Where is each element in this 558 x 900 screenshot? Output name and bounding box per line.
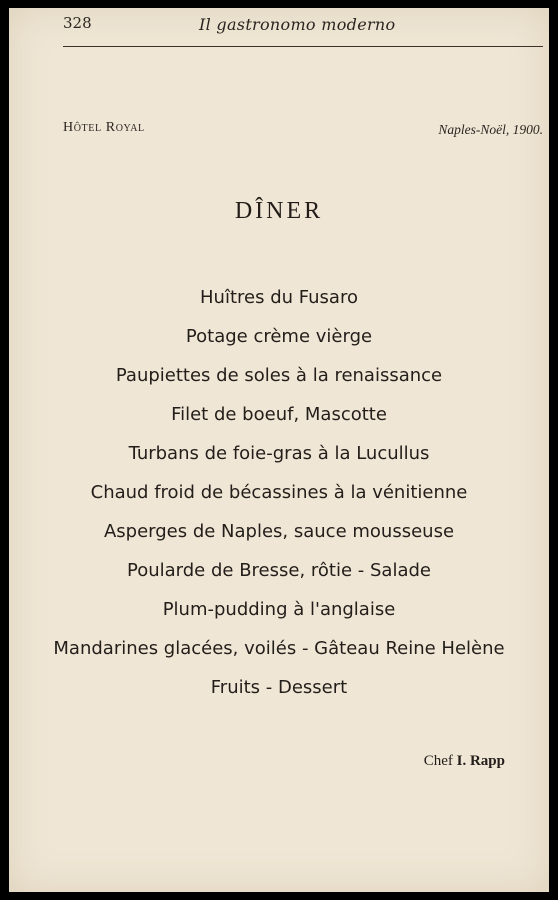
menu-item: Huîtres du Fusaro [200,287,358,308]
menu-item: Plum-pudding à l'anglaise [162,599,396,620]
hotel-name: Hôtel Royal [63,120,145,135]
menu-item: Fruits - Dessert [210,677,348,698]
book-page [9,8,549,892]
menu-item: Turbans de foie-gras à la Lucullus [128,443,430,464]
running-title: Il gastronomo moderno [199,15,396,34]
menu-item: Mandarines glacées, voilés - Gâteau Reine Helène [53,638,505,659]
place-date: Naples-Noël, 1900. [438,122,543,137]
menu-item: Chaud froid de bécassines à la vénitienne [90,482,468,503]
chef-signature [424,753,505,770]
chef-label: Chef [423,753,453,769]
page-number: 328 [63,14,92,32]
menu-item: Paupiettes de soles à la renaissance [115,365,443,386]
menu-item: Filet de boeuf, Mascotte [171,404,387,425]
menu-item: Potage crème vièrge [185,326,373,347]
header-rule [63,46,543,47]
menu-list [9,278,549,707]
menu-title: DÎNER [234,198,324,224]
menu-item: Asperges de Naples, sauce mousseuse [103,521,455,542]
running-head [9,8,549,48]
chef-name: I. Rapp [456,753,505,769]
menu-item: Poularde de Bresse, rôtie - Salade [127,560,431,581]
